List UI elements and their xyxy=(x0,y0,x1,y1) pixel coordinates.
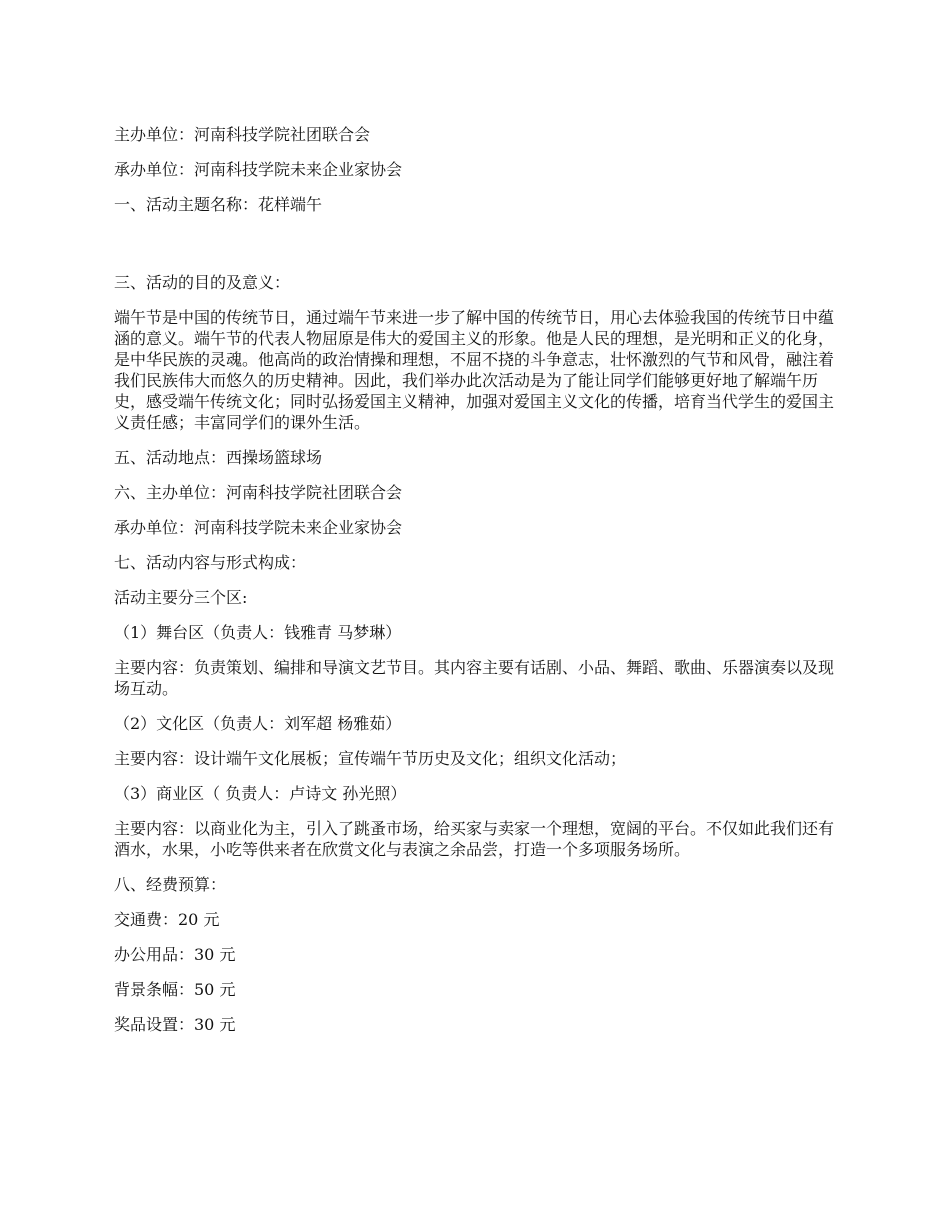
commerce-area-content: 主要内容：以商业化为主，引入了跳蚤市场，给买家与卖家一个理想，宽阔的平台。不仅如此我们还有酒水，水果，小吃等供来者在欣赏文化与表演之余品尝，打造一个多项服务场所。 xyxy=(114,819,835,859)
culture-area-content: 主要内容：设计端午文化展板；宣传端午节历史及文化；组织文化活动； xyxy=(114,749,627,768)
organizer-line: 六、主办单位：河南科技学院社团联合会 xyxy=(114,483,403,502)
budget-heading: 八、经费预算： xyxy=(114,875,227,894)
document-page xyxy=(114,124,840,1049)
blank-gap xyxy=(114,229,840,272)
budget-item: 奖品设置：30 元 xyxy=(114,1015,236,1034)
activity-theme-line: 一、活动主题名称：花样端午 xyxy=(114,195,323,214)
commerce-area-title: （3）商业区（ 负责人：卢诗文 孙光照） xyxy=(114,784,407,803)
budget-item: 办公用品：30 元 xyxy=(114,945,236,964)
co-organizer-line: 承办单位：河南科技学院未来企业家协会 xyxy=(114,518,403,537)
culture-area-title: （2）文化区（负责人：刘军超 杨雅茹） xyxy=(114,714,402,733)
purpose-paragraph: 端午节是中国的传统节日，通过端午节来进一步了解中国的传统节日，用心去体验我国的传统节日中蕴涵的意义。端午节的代表人物屈原是伟大的爱国主义的形象。他是人民的理想，是光明和正义的化身，是中华民族的灵魂。他高尚的政治情操和理想，不屈不挠的斗争意志，壮怀激烈的气节和风骨，融注着我们民族伟大而悠久的历史精神。因此，我们举办此次活动是为了能让同学们能够更好地了解端午历史，感受端午传统文化；同时弘扬爱国主义精神，加强对爱国主义文化的传播，培育当代学生的爱国主义责任感；丰富同学们的课外生活。 xyxy=(114,308,835,432)
location-line: 五、活动地点：西操场篮球场 xyxy=(114,448,323,467)
stage-area-title: （1）舞台区（负责人：钱雅青 马梦琳） xyxy=(114,623,402,642)
section-content-heading: 七、活动内容与形式构成： xyxy=(114,553,307,572)
co-host-unit-line: 承办单位：河南科技学院未来企业家协会 xyxy=(114,160,403,179)
stage-area-content: 主要内容：负责策划、编排和导演文艺节目。其内容主要有话剧、小品、舞蹈、歌曲、乐器演奏以及现场互动。 xyxy=(114,658,835,698)
section-purpose-heading: 三、活动的目的及意义： xyxy=(114,273,291,292)
budget-item: 背景条幅：50 元 xyxy=(114,980,236,999)
host-unit-line: 主办单位：河南科技学院社团联合会 xyxy=(114,125,371,144)
areas-intro: 活动主要分三个区: xyxy=(114,588,248,607)
budget-item: 交通费：20 元 xyxy=(114,910,220,929)
